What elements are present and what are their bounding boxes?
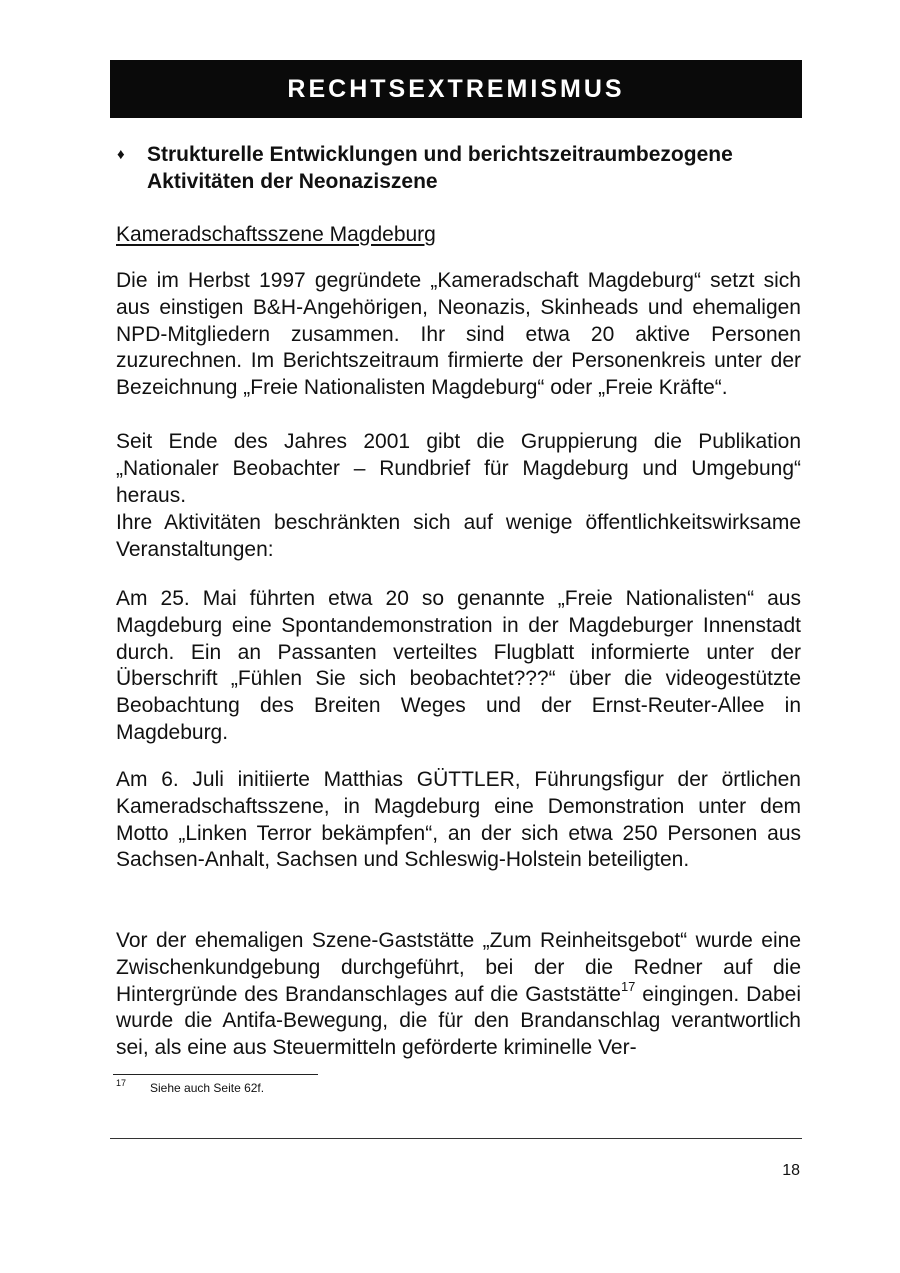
section-heading [113,141,803,195]
footnote-text: Siehe auch Seite 62f. [150,1081,265,1095]
paragraph-rally-text-1: Vor der ehemaligen Szene-Gaststätte „Zum Reinheitsgebot“ wurde eine Zwischenkundgebung durchgeführt, bei der die Redner auf die Hintergründe des Brandanschlages auf die Gaststätte [116,929,801,1006]
footnote-reference: 17 [620,978,636,994]
footer-divider [110,1138,802,1139]
paragraph-intro: Die im Herbst 1997 gegründete „Kameradschaft Magdeburg“ setzt sich aus einstigen B&H-Angehörigen, Neonazis, Skinheads und ehemaligen NPD-Mitgliedern zusammen. Ihr sind etwa 20 aktive Personen zuzurechnen. Im Berichtszeitraum firmierte der Personenkreis unter der Bezeichnung „Freie Nationalisten Magdeburg“ oder „Freie Kräfte“. [116,269,801,400]
paragraph-rally [116,928,801,1062]
page-number: 18 [782,1162,800,1179]
paragraph-activities: Ihre Aktivitäten beschränkten sich auf wenige öffentlichkeitswirksame Veranstaltungen: [116,511,801,561]
subheading: Kameradschaftsszene Magdeburg [116,223,436,246]
paragraph-rally-text-2: eingingen. Dabei wurde die Antifa-Bewegung, die für den Brandanschlag verantwortlich sei, als eine aus Steuermitteln geförderte kriminelle Ver- [116,982,801,1060]
paragraph-may-25: Am 25. Mai führten etwa 20 so genannte „Freie Nationalisten“ aus Magdeburg eine Spontandemonstration in der Magdeburger Innenstadt durch. Ein an Passanten verteiltes Flugblatt informierte unter der Überschrift „Fühlen Sie sich beobachtet???“ über die videogestützte Beobachtung des Breiten Weges und der Ernst-Reuter-Allee in Magdeburg. [116,587,801,744]
paragraph-july-6: Am 6. Juli initiierte Matthias GÜTTLER, Führungsfigur der örtlichen Kameradschaftsszene, in Magdeburg eine Demonstration unter dem Motto „Linken Terror bekämpfen“, an der sich etwa 250 Personen aus Sachsen-Anhalt, Sachsen und Schleswig-Holstein beteiligten. [116,768,801,872]
footnote [116,1078,265,1095]
diamond-bullet-icon: ♦ [117,146,125,163]
footnote-divider [113,1074,318,1075]
section-title: Strukturelle Entwicklungen und berichtszeitraumbezogene Aktivitäten der Neonaziszene [147,143,733,193]
paragraph-publication: Seit Ende des Jahres 2001 gibt die Gruppierung die Publikation „Nationaler Beobachter – Rundbrief für Magdeburg und Umgebung“ heraus. [116,430,801,507]
header-title: RECHTSEXTREMISMUS [287,74,625,103]
header-bar [110,60,802,118]
footnote-marker: 17 [116,1078,127,1088]
